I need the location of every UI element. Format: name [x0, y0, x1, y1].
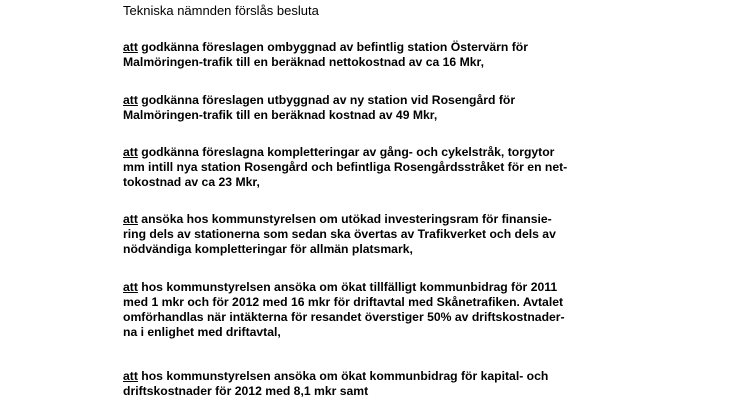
clause-5	[123, 280, 565, 340]
clause-line: omförhandlas när intäkterna för resandet överstiger 50% av driftskostnader-	[123, 310, 565, 324]
clause-4	[123, 212, 556, 257]
clause-text: godkänna föreslagen ombyggnad av befintlig station Östervärn för	[141, 40, 528, 54]
att-keyword: att	[123, 40, 138, 54]
att-keyword: att	[123, 93, 138, 107]
clause-3	[123, 145, 567, 190]
att-keyword: att	[123, 145, 138, 159]
clause-line: Malmöringen-trafik till en beräknad nettokostnad av ca 16 Mkr,	[123, 55, 484, 69]
clause-line: ring dels av stationerna som sedan ska övertas av Trafikverket och dels av	[123, 227, 556, 241]
clause-2	[123, 93, 515, 123]
att-keyword: att	[123, 280, 138, 294]
clause-text: hos kommunstyrelsen ansöka om ökat tillfälligt kommunbidrag för 2011	[141, 280, 558, 294]
clause-line: tokostnad av ca 23 Mkr,	[123, 175, 260, 189]
intro-text: Tekniska nämnden förslås besluta	[123, 3, 319, 18]
clause-line: na i enlighet med driftavtal,	[123, 325, 281, 339]
clause-line: driftskostnader för 2012 med 8,1 mkr samt	[123, 384, 369, 398]
clause-text: ansöka hos kommunstyrelsen om utökad investeringsram för finansie-	[141, 212, 552, 226]
clause-text: hos kommunstyrelsen ansöka om ökat kommunbidrag för kapital- och	[141, 369, 549, 383]
clause-text: godkänna föreslagna kompletteringar av gång- och cykelstråk, torgytor	[141, 145, 555, 159]
clause-line	[123, 212, 556, 227]
clause-line: Malmöringen-trafik till en beräknad kostnad av 49 Mkr,	[123, 108, 438, 122]
clause-line	[123, 369, 548, 384]
clause-6	[123, 369, 548, 399]
clause-line	[123, 40, 528, 55]
clause-line	[123, 280, 565, 295]
clause-line: med 1 mkr och för 2012 med 16 mkr för driftavtal med Skånetrafiken. Avtalet	[123, 295, 564, 309]
att-keyword: att	[123, 212, 138, 226]
clause-line: mm intill nya station Rosengård och befintliga Rosengårdsstråket för en net-	[123, 160, 568, 174]
att-keyword: att	[123, 369, 138, 383]
clause-line: nödvändiga kompletteringar för allmän platsmark,	[123, 242, 413, 256]
clause-text: godkänna föreslagen utbyggnad av ny station vid Rosengård för	[141, 93, 516, 107]
clause-1	[123, 40, 528, 70]
clause-line	[123, 145, 567, 160]
clause-line	[123, 93, 515, 108]
